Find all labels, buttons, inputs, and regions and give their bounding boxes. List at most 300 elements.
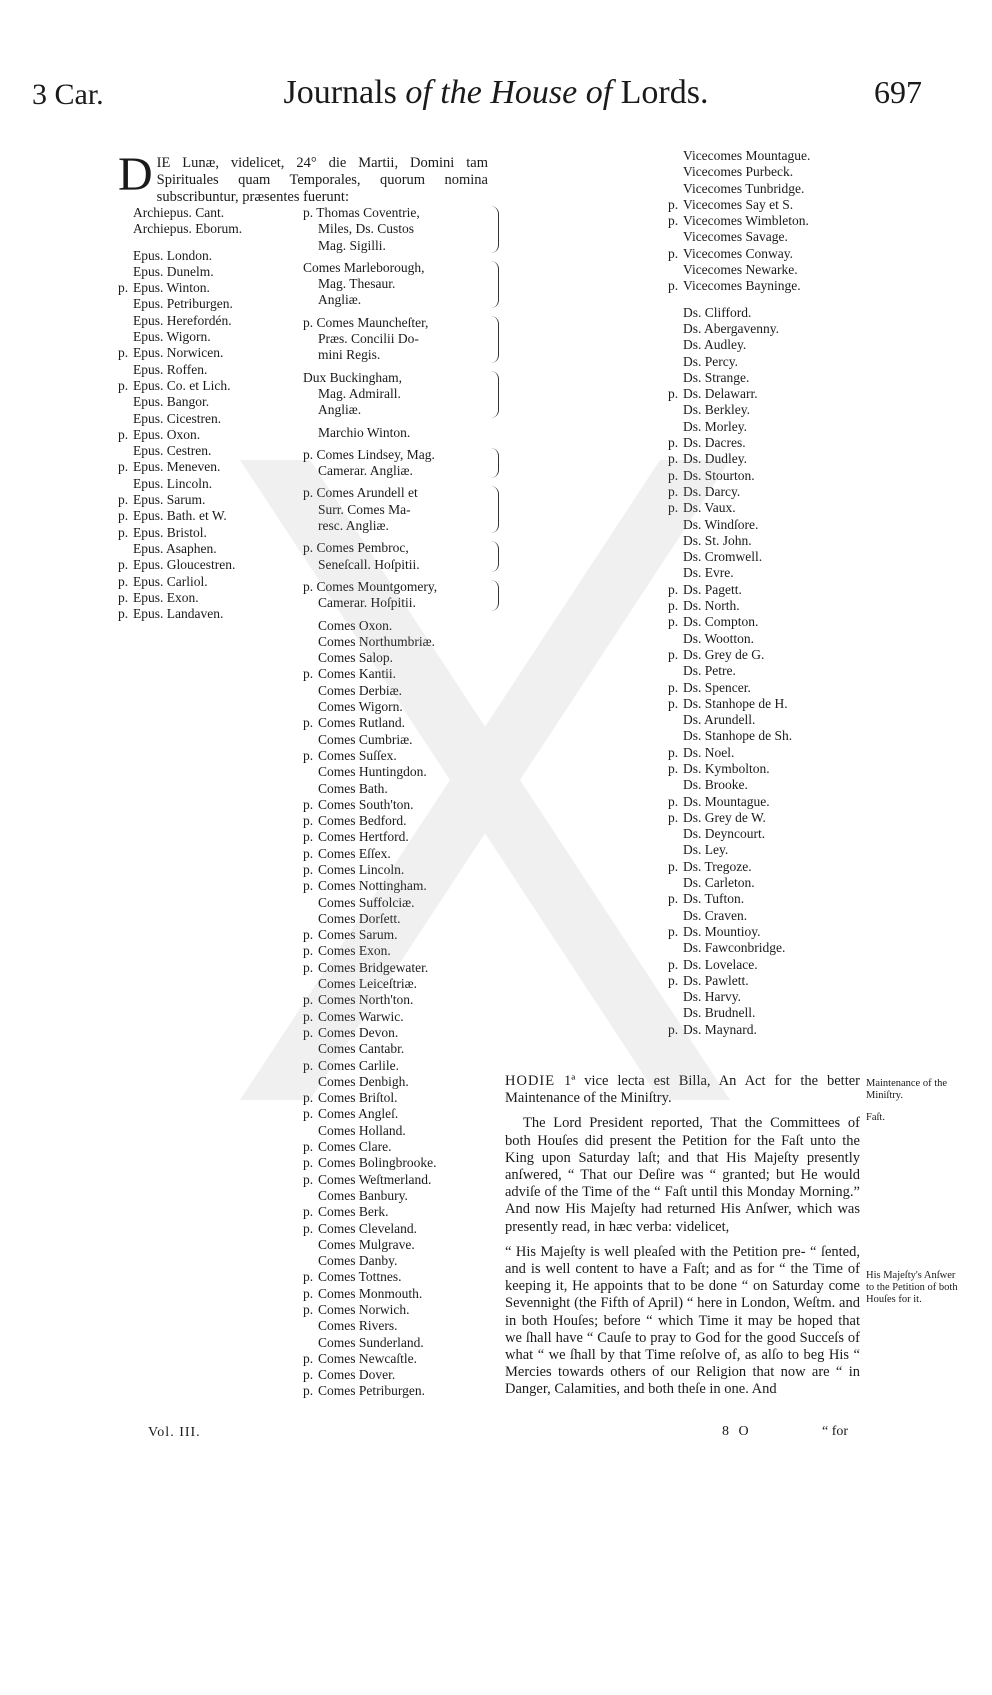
member-entry [118, 280, 288, 296]
member-name: Comes Wigorn. [318, 699, 403, 715]
member-name: Ds. Brooke. [683, 777, 748, 793]
brace-mark [490, 316, 499, 363]
member-entry [303, 1074, 503, 1090]
member-entry [668, 565, 898, 581]
present-mark: p. [303, 943, 314, 959]
member-entry [303, 618, 503, 634]
present-mark: p. [303, 715, 314, 731]
member-entry [303, 634, 503, 650]
signature-mark: 8 O [722, 1424, 752, 1439]
member-entry [668, 354, 898, 370]
member-name: Comes Nottingham. [318, 878, 427, 894]
member-name: Epus. Carliol. [133, 573, 208, 589]
member-entry [303, 1351, 503, 1367]
member-name: Ds. Cromwell. [683, 549, 763, 565]
officer-line: p. Comes Mauncheſter, [303, 314, 429, 330]
brace-mark [490, 448, 499, 479]
member-entry [668, 278, 898, 294]
member-entry [668, 631, 898, 647]
member-name: Comes Huntingdon. [318, 764, 427, 780]
member-name: Ds. Deyncourt. [683, 826, 766, 842]
member-entry [668, 549, 898, 565]
list-gap [668, 295, 898, 305]
officer-group [303, 540, 503, 573]
member-name: Archiepus. Cant. [133, 205, 225, 220]
member-name: Comes Tottnes. [318, 1269, 402, 1285]
member-name: Comes Berk. [318, 1204, 389, 1220]
member-entry [303, 846, 503, 862]
officer-line: Surr. Comes Ma- [318, 501, 411, 517]
member-name: Comes Sarum. [318, 927, 398, 943]
member-entry [668, 148, 898, 164]
member-name: Comes Leiceſtriæ. [318, 976, 417, 992]
member-name: Comes Suffolciæ. [318, 894, 415, 910]
brace-mark [490, 206, 499, 253]
member-entry [303, 960, 503, 976]
officer-group [303, 447, 503, 480]
member-entry [668, 614, 898, 630]
officer-line: Comes Marleborough, [303, 259, 425, 275]
officer-line: p. Comes Arundell et [303, 485, 418, 501]
present-mark: p. [668, 467, 679, 483]
member-entry [668, 1022, 898, 1038]
officer-line: Mag. Sigilli. [318, 237, 386, 253]
present-mark: p. [303, 1008, 314, 1024]
member-entry [668, 451, 898, 467]
member-entry [303, 1025, 503, 1041]
present-mark: p. [118, 524, 129, 540]
member-entry [668, 1005, 898, 1021]
member-name: Epus. Bangor. [133, 394, 210, 410]
present-mark: p. [303, 1220, 314, 1236]
member-name: Comes Angleſ. [318, 1106, 399, 1122]
member-entry [668, 728, 898, 744]
member-name: Epus. Cicestren. [133, 410, 222, 426]
present-mark: p. [668, 695, 679, 711]
member-entry [668, 262, 898, 278]
member-name: Comes Rivers. [318, 1318, 398, 1334]
officer-group [303, 205, 503, 254]
member-entry [668, 197, 898, 213]
member-entry [303, 976, 503, 992]
lords-temporal-column [303, 205, 503, 1400]
member-entry [303, 1188, 503, 1204]
margin-note: Faſt. [866, 1112, 885, 1123]
present-mark: p. [668, 809, 679, 825]
member-entry [668, 924, 898, 940]
member-entry [303, 927, 503, 943]
officer-line: Miles, Ds. Custos [318, 221, 415, 237]
present-mark: p. [668, 858, 679, 874]
officer-line: Præs. Concilii Do- [318, 331, 419, 347]
member-name: Comes Cleveland. [318, 1220, 417, 1236]
member-entry [303, 1286, 503, 1302]
member-entry [303, 813, 503, 829]
member-entry [668, 696, 898, 712]
present-mark: p. [303, 992, 314, 1008]
member-name: Ds. Stanhope de Sh. [683, 728, 793, 744]
member-name: Epus. Meneven. [133, 459, 221, 475]
present-mark: p. [303, 1367, 314, 1383]
officer-line: Angliæ. [318, 402, 362, 418]
member-entry [118, 492, 288, 508]
present-mark: p. [668, 245, 679, 261]
member-name: Ds. North. [683, 598, 740, 614]
member-entry [668, 598, 898, 614]
member-name: Ds. Morley. [683, 418, 747, 434]
attendance-intro [118, 148, 488, 206]
member-entry [303, 1367, 503, 1383]
member-entry [303, 797, 503, 813]
member-name: Vicecomes Conway. [683, 245, 794, 261]
brace-mark [490, 261, 499, 308]
member-name: Epus. Landaven. [133, 606, 224, 622]
present-mark: p. [303, 878, 314, 894]
member-name: Vicecomes Tunbridge. [683, 180, 805, 196]
member-entry [303, 764, 503, 780]
member-name: Epus. Petriburgen. [133, 296, 233, 312]
paragraph-kings-answer: “ His Majeſty is well pleaſed with the Petition pre- “ ſented, and is well content to have a Faſt; and as for “ the Time of keeping it, He appoints that to be done “ on Saturday come Sevennight (the Fifth of April) “ here in London, Weſtm. and in both Houſes; before “ which Time it may be hoped that we ſhall have “ Cauſe to pray to God for the good Succeſs of what “ we ſhall by that Time reſolve of, as alſo to beg His “ Mercies towards others of our Religion that now are “ in Danger, Calamities, and both theſe in one. And [505, 1243, 860, 1398]
member-entry [303, 1090, 503, 1106]
present-mark: p. [303, 1204, 314, 1220]
member-entry [303, 878, 503, 894]
member-entry [668, 826, 898, 842]
member-name: Epus. Dunelm. [133, 263, 214, 279]
present-mark: p. [668, 614, 679, 630]
member-name: Epus. Wigorn. [133, 329, 211, 345]
intro-text: IE Lunæ, videlicet, 24° die Martii, Domini tam Spirituales quam Temporales, quorum nomina subscribuntur, præsentes fuerunt: [156, 155, 488, 205]
member-name: Comes Weſtmerland. [318, 1171, 432, 1187]
present-mark: p. [668, 744, 679, 760]
officer-line: p. Thomas Coventrie, [303, 205, 420, 220]
member-name: Ds. Windſore. [683, 516, 759, 532]
member-entry [303, 943, 503, 959]
member-entry [118, 411, 288, 427]
member-name: Comes Holland. [318, 1122, 406, 1138]
member-name: Comes Newcaſtle. [318, 1350, 417, 1366]
member-name: Ds. Grey de G. [683, 646, 765, 662]
officer-line: Mag. Admirall. [318, 385, 401, 401]
member-name: Ds. Spencer. [683, 679, 751, 695]
running-title [0, 74, 992, 112]
proceedings-text [505, 1073, 860, 1407]
member-name: Ds. Pawlett. [683, 972, 749, 988]
member-name: Ds. Stourton. [683, 467, 755, 483]
member-entry [118, 574, 288, 590]
present-mark: p. [668, 891, 679, 907]
member-name: Comes Rutland. [318, 715, 405, 731]
present-mark: p. [668, 435, 679, 451]
member-name: Comes North'ton. [318, 992, 414, 1008]
member-entry [668, 761, 898, 777]
margin-note: His Majeſty's Anſwer to the Petition of both Houſes for it. [866, 1270, 958, 1305]
member-name: Ds. Ley. [683, 842, 729, 858]
present-mark: p. [668, 213, 679, 229]
present-mark: p. [668, 500, 679, 516]
present-mark: p. [303, 1350, 314, 1366]
member-entry [668, 484, 898, 500]
member-name: Ds. Darcy. [683, 483, 741, 499]
present-mark: p. [118, 557, 129, 573]
member-entry [668, 321, 898, 337]
member-name: Comes Cantabr. [318, 1041, 405, 1057]
member-name: Comes Warwic. [318, 1008, 404, 1024]
officer-line: resc. Angliæ. [318, 518, 389, 534]
member-entry [303, 829, 503, 845]
member-entry [303, 1172, 503, 1188]
member-entry [303, 650, 503, 666]
member-entry [303, 1106, 503, 1122]
member-name: Ds. Brudnell. [683, 1005, 756, 1021]
member-name: Vicecomes Bayninge. [683, 278, 801, 294]
present-mark: p. [118, 606, 129, 622]
member-entry [668, 940, 898, 956]
member-entry [118, 296, 288, 312]
member-entry [668, 337, 898, 353]
member-entry [668, 370, 898, 386]
officer-line: p. Comes Pembroc, [303, 540, 409, 556]
member-entry [303, 911, 503, 927]
member-name: Ds. Dudley. [683, 451, 747, 467]
member-name: Comes Sunderland. [318, 1334, 424, 1350]
member-entry [118, 264, 288, 280]
member-name: Comes Banbury. [318, 1187, 408, 1203]
member-name: Comes Lincoln. [318, 861, 405, 877]
member-entry [303, 1383, 503, 1399]
member-name: Epus. Sarum. [133, 492, 206, 508]
member-name: Epus. Co. et Lich. [133, 377, 231, 393]
member-entry [118, 205, 288, 221]
member-name: Ds. Lovelace. [683, 956, 758, 972]
member-entry [118, 329, 288, 345]
present-mark: p. [303, 1106, 314, 1122]
member-name: Comes Hertford. [318, 829, 409, 845]
title-word: of [405, 74, 432, 111]
officer-line: Dux Buckingham, [303, 369, 402, 385]
member-name: Epus. Exon. [133, 589, 199, 605]
member-name: Vicecomes Mountague. [683, 148, 811, 163]
member-name: Vicecomes Say et S. [683, 196, 794, 212]
member-name: Vicecomes Wimbleton. [683, 213, 809, 229]
present-mark: p. [668, 760, 679, 776]
volume-label: Vol. III. [148, 1425, 201, 1440]
present-mark: p. [668, 956, 679, 972]
member-name: Ds. Evre. [683, 565, 734, 581]
officer-line: p. Comes Lindsey, Mag. [303, 446, 435, 462]
present-mark: p. [303, 1057, 314, 1073]
member-name: Comes Dorſett. [318, 910, 401, 926]
present-mark: p. [668, 646, 679, 662]
present-mark: p. [668, 581, 679, 597]
title-word: of [585, 74, 613, 111]
member-name: Comes Norwich. [318, 1302, 410, 1317]
member-name: Comes Salop. [318, 650, 394, 666]
member-name: Vicecomes Savage. [683, 229, 788, 245]
member-entry [668, 794, 898, 810]
officer-group [303, 370, 503, 419]
officer-line: Seneſcall. Hoſpitii. [318, 556, 420, 572]
officer-line: p. Comes Mountgomery, [303, 578, 438, 594]
paragraph-bill: HODIE 1ª vice lecta est Billa, An Act for the better Maintenance of the Miniſtry. [505, 1073, 860, 1107]
present-mark: p. [303, 927, 314, 943]
member-name: Comes Danby. [318, 1253, 398, 1269]
member-name: Ds. Compton. [683, 614, 759, 630]
present-mark: p. [303, 747, 314, 763]
member-entry [303, 1155, 503, 1171]
title-word: Journals [283, 74, 397, 111]
member-name: Comes Denbigh. [318, 1073, 409, 1089]
present-mark: p. [118, 426, 129, 442]
member-entry [118, 378, 288, 394]
member-entry [118, 427, 288, 443]
member-entry [118, 541, 288, 557]
present-mark: p. [303, 1269, 314, 1285]
member-name: Comes Petriburgen. [318, 1383, 425, 1399]
member-name: Comes Bedford. [318, 813, 407, 829]
member-entry [303, 781, 503, 797]
present-mark: p. [303, 1024, 314, 1040]
member-entry [668, 989, 898, 1005]
member-entry [668, 164, 898, 180]
officer-group [303, 485, 503, 534]
present-mark: p. [668, 483, 679, 499]
present-mark: p. [118, 573, 129, 589]
member-entry [668, 468, 898, 484]
officer-group [303, 579, 503, 612]
catchword: “ for [822, 1424, 849, 1439]
brace-mark [490, 371, 499, 418]
member-name: Ds. Delawarr. [683, 386, 758, 402]
member-name: Ds. Vaux. [683, 500, 736, 516]
member-entry [668, 777, 898, 793]
present-mark: p. [303, 1090, 314, 1106]
member-name: Comes South'ton. [318, 796, 414, 812]
member-name: Ds. Strange. [683, 369, 750, 385]
member-name: Epus. Gloucestren. [133, 557, 236, 573]
present-mark: p. [668, 386, 679, 402]
member-entry [668, 875, 898, 891]
member-entry [303, 1041, 503, 1057]
member-name: Comes Carlile. [318, 1057, 399, 1073]
present-mark: p. [668, 1021, 679, 1037]
officer-line: Mag. Thesaur. [318, 276, 396, 292]
present-mark: p. [668, 598, 679, 614]
present-mark: p. [118, 459, 129, 475]
member-name: Comes Derbiæ. [318, 682, 402, 698]
member-entry [668, 973, 898, 989]
member-name: Ds. Percy. [683, 353, 738, 369]
present-mark: p. [118, 492, 129, 508]
member-name: Comes Bridgewater. [318, 959, 429, 975]
member-entry [118, 476, 288, 492]
member-entry [303, 1237, 503, 1253]
marchio-entry: Marchio Winton. [318, 424, 411, 440]
present-mark: p. [303, 1171, 314, 1187]
member-entry [668, 533, 898, 549]
member-name: Ds. Craven. [683, 907, 748, 923]
present-mark: p. [668, 196, 679, 212]
officer-line: Camerar. Angliæ. [318, 463, 413, 479]
member-entry [668, 908, 898, 924]
title-word: Lords. [620, 74, 709, 111]
member-name: Ds. Clifford. [683, 304, 752, 320]
member-entry [118, 590, 288, 606]
member-entry [668, 891, 898, 907]
member-entry [303, 1204, 503, 1220]
member-entry [303, 1009, 503, 1025]
present-mark: p. [303, 813, 314, 829]
officer-group [303, 260, 503, 309]
member-name: Epus. Bristol. [133, 524, 207, 540]
member-name: Ds. Mountague. [683, 793, 770, 809]
member-name: Ds. Kymbolton. [683, 760, 770, 776]
member-entry [303, 1221, 503, 1237]
member-name: Epus. Asaphen. [133, 540, 217, 556]
member-name: Vicecomes Newarke. [683, 262, 798, 278]
member-entry [668, 663, 898, 679]
member-name: Ds. Pagett. [683, 581, 742, 597]
member-entry [118, 345, 288, 361]
member-name: Ds. Grey de W. [683, 809, 766, 825]
member-entry [118, 248, 288, 264]
present-mark: p. [303, 959, 314, 975]
member-entry [303, 1302, 503, 1318]
member-entry [118, 362, 288, 378]
present-mark: p. [668, 972, 679, 988]
present-mark: p. [668, 679, 679, 695]
member-name: Ds. Carleton. [683, 875, 755, 891]
member-name: Epus. Bath. et W. [133, 508, 227, 524]
present-mark: p. [303, 666, 314, 682]
member-name: Comes Exon. [318, 943, 391, 959]
member-name: Ds. Arundell. [683, 712, 756, 728]
member-name: Vicecomes Purbeck. [683, 164, 794, 180]
member-entry [668, 305, 898, 321]
officer-line: Angliæ. [318, 292, 362, 308]
member-entry [303, 1318, 503, 1334]
member-entry [118, 313, 288, 329]
member-entry [118, 525, 288, 541]
member-entry [668, 842, 898, 858]
member-entry [668, 500, 898, 516]
member-name: Comes Cumbriæ. [318, 731, 413, 747]
member-entry [668, 957, 898, 973]
officer-group [303, 315, 503, 364]
member-entry [303, 1335, 503, 1351]
member-entry [668, 402, 898, 418]
page-number: 697 [874, 74, 922, 110]
member-entry [118, 557, 288, 573]
member-entry [668, 229, 898, 245]
present-mark: p. [668, 793, 679, 809]
member-name: Ds. Maynard. [683, 1021, 757, 1037]
present-mark: p. [118, 377, 129, 393]
member-name: Comes Northumbriæ. [318, 633, 435, 649]
member-name: Comes Bath. [318, 780, 388, 796]
member-entry [118, 459, 288, 475]
member-name: Ds. Petre. [683, 663, 736, 679]
member-entry [668, 435, 898, 451]
member-name: Epus. Norwicen. [133, 345, 224, 361]
member-name: Ds. Mountioy. [683, 923, 761, 939]
present-mark: p. [118, 280, 129, 296]
brace-mark [490, 486, 499, 533]
member-entry [118, 221, 288, 237]
member-entry [303, 715, 503, 731]
member-name: Comes Devon. [318, 1024, 399, 1040]
present-mark: p. [303, 1139, 314, 1155]
member-name: Comes Eſſex. [318, 845, 391, 861]
